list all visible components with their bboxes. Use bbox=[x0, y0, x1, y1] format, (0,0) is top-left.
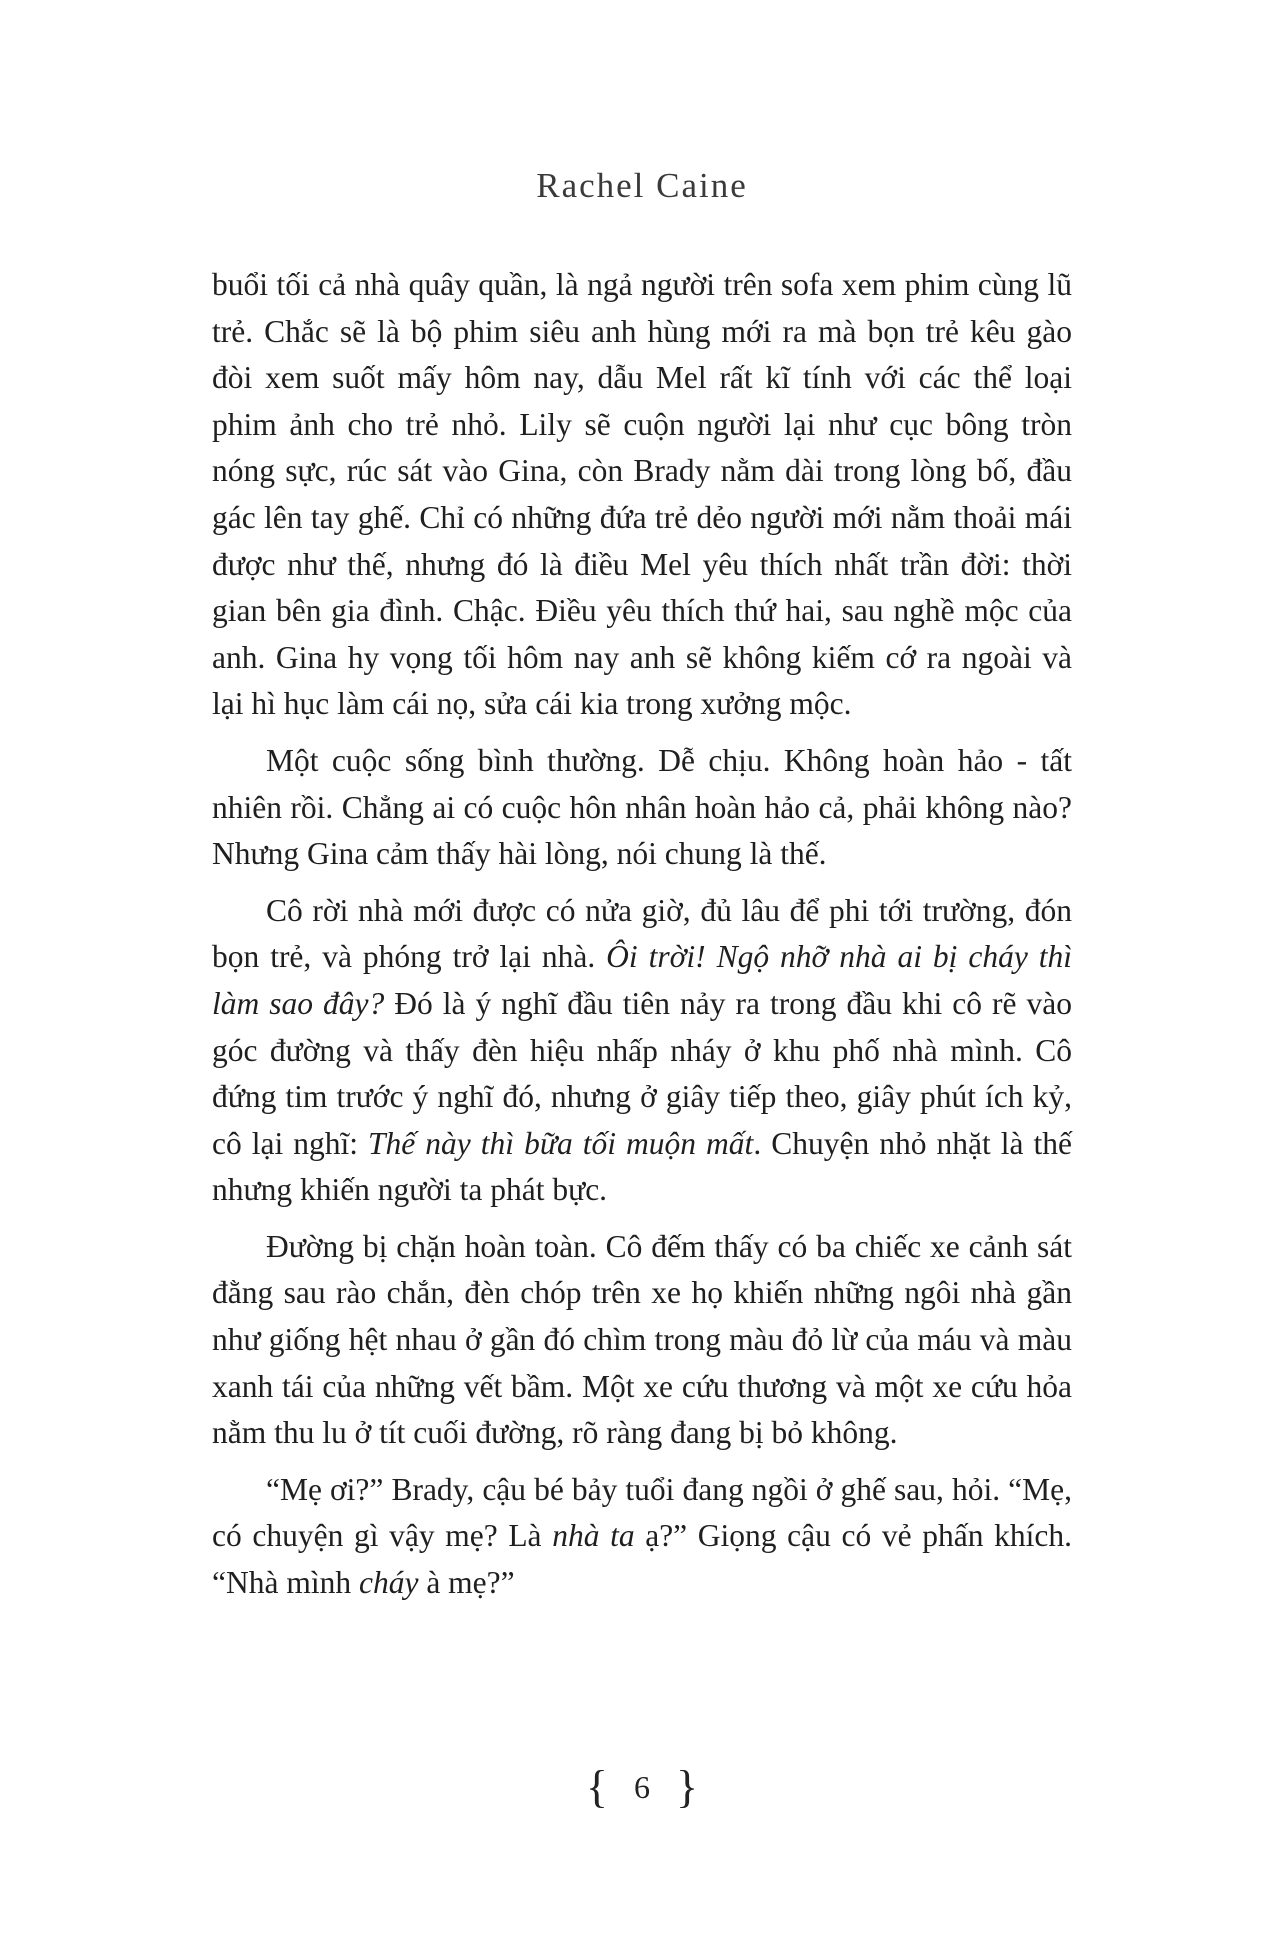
text-run: Cô rời nhà mới được có nửa giờ, đủ lâu để phi tới trường, đón bọn trẻ, và phóng trở lại nhà. bbox=[212, 892, 1072, 975]
paragraph bbox=[212, 262, 1072, 728]
paragraph bbox=[212, 738, 1072, 878]
page-number-folio bbox=[0, 1760, 1284, 1813]
body-text bbox=[212, 262, 1072, 1607]
paragraph bbox=[212, 1224, 1072, 1457]
italic-text: cháy bbox=[358, 1565, 419, 1601]
text-run: ạ?” Giọng cậu có vẻ phấn khích. “Nhà mình bbox=[212, 1518, 1072, 1601]
paragraph bbox=[212, 888, 1072, 1214]
italic-text: nhà ta bbox=[552, 1518, 635, 1554]
text-run: Một cuộc sống bình thường. Dễ chịu. Không hoàn hảo - tất nhiên rồi. Chẳng ai có cuộc hôn nhân hoàn hảo cả, phải không nào? Nhưng Gina cảm thấy hài lòng, nói chung là thế. bbox=[212, 742, 1072, 872]
text-run: Đường bị chặn hoàn toàn. Cô đếm thấy có ba chiếc xe cảnh sát đằng sau rào chắn, đèn chóp trên xe họ khiến những ngôi nhà gần như giống hệt nhau ở gần đó chìm trong màu đỏ lừ của máu và màu xanh tái của những vết bầm. Một xe cứu thương và một xe cứu hỏa nằm thu lu ở tít cuối đường, rõ ràng đang bị bỏ không. bbox=[212, 1228, 1072, 1451]
running-head-author: Rachel Caine bbox=[536, 166, 748, 205]
text-run: à mẹ?” bbox=[418, 1565, 515, 1601]
italic-text: Thế này thì bữa tối muộn mất bbox=[368, 1125, 754, 1161]
page-number: 6 bbox=[634, 1769, 650, 1805]
italic-text: Ôi trời! Ngộ nhỡ nhà ai bị cháy thì làm sao đây? bbox=[212, 939, 1072, 1021]
text-run: buổi tối cả nhà quây quần, là ngả người trên sofa xem phim cùng lũ trẻ. Chắc sẽ là bộ phim siêu anh hùng mới ra mà bọn trẻ kêu gào đòi xem suốt mấy hôm nay, dẫu Mel rất kĩ tính với các thể loại phim ảnh cho trẻ nhỏ. Lily sẽ cuộn người lại như cục bông tròn nóng sực, rúc sát vào Gina, còn Brady nằm dài trong lòng bố, đầu gác lên tay ghế. Chỉ có những đứa trẻ dẻo người mới nằm thoải mái được như thế, nhưng đó là điều Mel yêu thích nhất trần đời: thời gian bên gia đình. Chậc. Điều yêu thích thứ hai, sau nghề mộc của anh. Gina hy vọng tối hôm nay anh sẽ không kiếm cớ ra ngoài và lại hì hục làm cái nọ, sửa cái kia trong xưởng mộc. bbox=[212, 267, 1072, 722]
right-brace: } bbox=[676, 1761, 699, 1812]
left-brace: { bbox=[585, 1761, 608, 1812]
paragraph bbox=[212, 1467, 1072, 1607]
text-run: Đó là ý nghĩ đầu tiên nảy ra trong đầu khi cô rẽ vào góc đường và thấy đèn hiệu nhấp nháy ở khu phố nhà mình. Cô đứng tim trước ý nghĩ đó, nhưng ở giây tiếp theo, giây phút ích kỷ, cô lại nghĩ: bbox=[212, 985, 1072, 1161]
text-run: . Chuyện nhỏ nhặt là thế nhưng khiến người ta phát bực. bbox=[212, 1125, 1072, 1208]
text-run: “Mẹ ơi?” Brady, cậu bé bảy tuổi đang ngồi ở ghế sau, hỏi. “Mẹ, có chuyện gì vậy mẹ? Là bbox=[212, 1471, 1072, 1554]
